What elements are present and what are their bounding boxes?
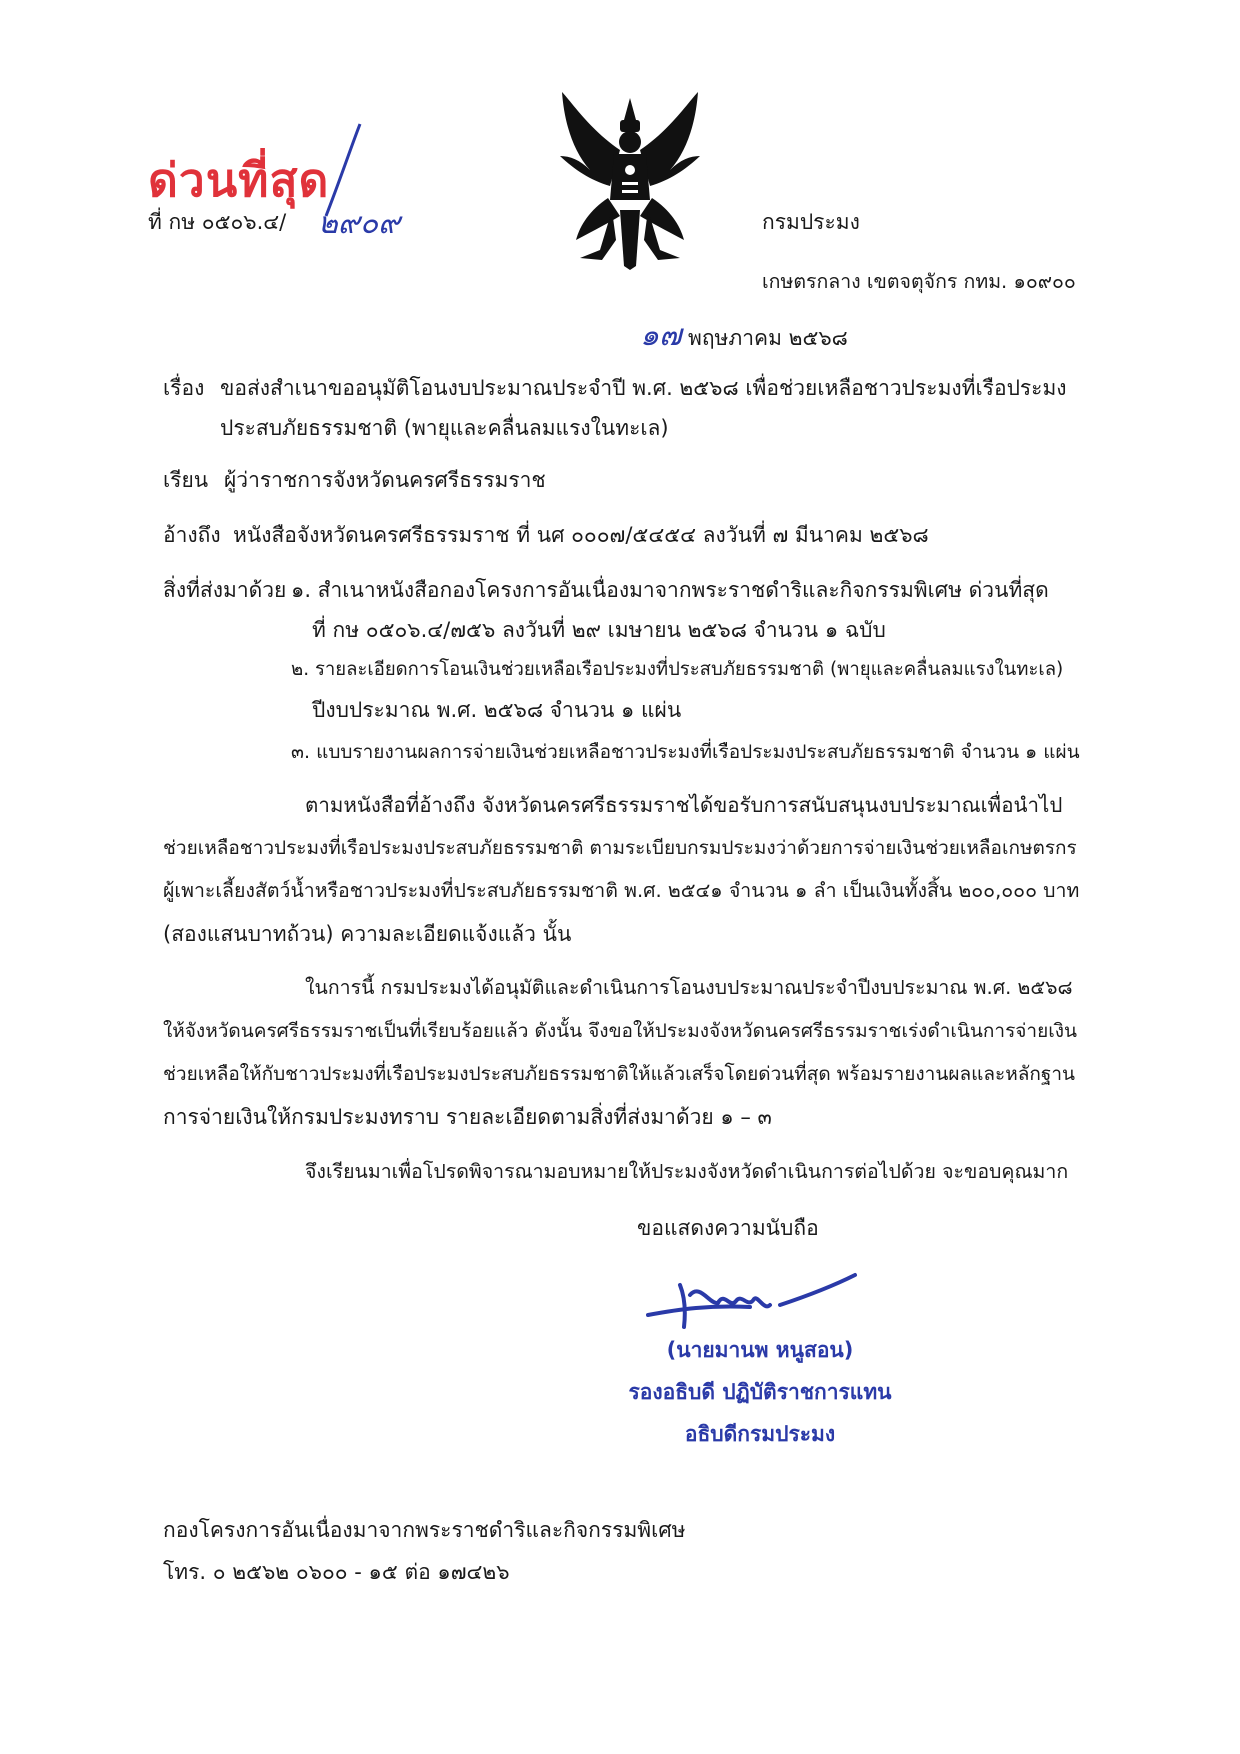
- closing-salutation: ขอแสดงความนับถือ: [637, 1216, 819, 1240]
- footer-phone: โทร. ๐ ๒๕๖๒ ๐๖๐๐ - ๑๕ ต่อ ๑๗๔๒๖: [163, 1560, 510, 1584]
- reference-number: ที่ กษ ๐๕๐๖.๔/: [148, 210, 287, 234]
- enclosure-1-line-2: ที่ กษ ๐๕๐๖.๔/๗๕๖ ลงวันที่ ๒๙ เมษายน ๒๕๖๘ จำนวน ๑ ฉบับ: [312, 618, 886, 642]
- footer-division: กองโครงการอันเนื่องมาจากพระราชดำริและกิจกรรมพิเศษ: [163, 1518, 686, 1542]
- urgency-stamp: ด่วนที่สุด: [148, 153, 330, 207]
- letter-date: พฤษภาคม ๒๕๖๘: [688, 326, 848, 350]
- signer-name: (นายมานพ หนูสอน): [666, 1338, 854, 1362]
- subject-line-2: ประสบภัยธรรมชาติ (พายุและคลื่นลมแรงในทะเล): [220, 416, 669, 440]
- handwritten-reference-number: ๒๙๐๙: [318, 206, 401, 241]
- organization-address: เกษตรกลาง เขตจตุจักร กทม. ๑๐๙๐๐: [762, 270, 1076, 293]
- enclosure-3-line-1: ๓. แบบรายงานผลการจ่ายเงินช่วยเหลือชาวประมงที่เรือประมงประสบภัยธรรมชาติ จำนวน ๑ แผ่น: [291, 741, 1080, 763]
- organization-name: กรมประมง: [762, 210, 860, 234]
- enclosure-2-line-1: ๒. รายละเอียดการโอนเงินช่วยเหลือเรือประมงที่ประสบภัยธรรมชาติ (พายุและคลื่นลมแรงในทะเล): [291, 659, 1064, 680]
- handwritten-date-day: ๑๗: [640, 318, 682, 353]
- subject-label: เรื่อง: [163, 376, 205, 400]
- enclosures-label: สิ่งที่ส่งมาด้วย: [163, 578, 287, 602]
- enclosure-1-line-1: ๑. สำเนาหนังสือกองโครงการอันเนื่องมาจากพระราชดำริและกิจกรรมพิเศษ ด่วนที่สุด: [291, 578, 1049, 602]
- paragraph-2-line-3: ช่วยเหลือให้กับชาวประมงที่เรือประมงประสบภัยธรรมชาติให้แล้วเสร็จโดยด่วนที่สุด พร้อมรายงานผลและหลักฐาน: [163, 1063, 1076, 1085]
- enclosure-2-line-2: ปีงบประมาณ พ.ศ. ๒๕๖๘ จำนวน ๑ แผ่น: [312, 698, 682, 722]
- paragraph-2-line-1: ในการนี้ กรมประมงได้อนุมัติและดำเนินการโอนงบประมาณประจำปีงบประมาณ พ.ศ. ๒๕๖๘: [305, 976, 1073, 999]
- signer-title-2: อธิบดีกรมประมง: [684, 1422, 836, 1446]
- recipient-label: เรียน: [163, 468, 209, 492]
- paragraph-3-line-1: จึงเรียนมาเพื่อโปรดพิจารณามอบหมายให้ประมงจังหวัดดำเนินการต่อไปด้วย จะขอบคุณมาก: [305, 1160, 1069, 1183]
- signer-title-1: รองอธิบดี ปฏิบัติราชการแทน: [628, 1380, 892, 1404]
- paragraph-1-line-3: ผู้เพาะเลี้ยงสัตว์น้ำหรือชาวประมงที่ประสบภัยธรรมชาติ พ.ศ. ๒๕๔๑ จำนวน ๑ ลำ เป็นเงินทั้งสิ้น ๒๐๐,๐๐๐ บาท: [163, 879, 1080, 902]
- garuda-emblem-icon: [550, 90, 710, 270]
- paragraph-2-line-4: การจ่ายเงินให้กรมประมงทราบ รายละเอียดตามสิ่งที่ส่งมาด้วย ๑ – ๓: [163, 1105, 772, 1129]
- paragraph-1-line-2: ช่วยเหลือชาวประมงที่เรือประมงประสบภัยธรรมชาติ ตามระเบียบกรมประมงว่าด้วยการจ่ายเงินช่วยเหลือเกษตรกร: [163, 837, 1077, 859]
- subject-line-1: ขอส่งสำเนาขออนุมัติโอนงบประมาณประจำปี พ.ศ. ๒๕๖๘ เพื่อช่วยเหลือชาวประมงที่เรือประมง: [220, 376, 1067, 400]
- paragraph-1-line-1: ตามหนังสือที่อ้างถึง จังหวัดนครศรีธรรมราชได้ขอรับการสนับสนุนงบประมาณเพื่อนำไป: [305, 793, 1063, 817]
- reference-label: อ้างถึง: [163, 523, 221, 547]
- recipient: ผู้ว่าราชการจังหวัดนครศรีธรรมราช: [224, 468, 546, 492]
- paragraph-1-line-4: (สองแสนบาทถ้วน) ความละเอียดแจ้งแล้ว นั้น: [163, 922, 572, 946]
- paragraph-2-line-2: ให้จังหวัดนครศรีธรรมราชเป็นที่เรียบร้อยแล้ว ดังนั้น จึงขอให้ประมงจังหวัดนครศรีธรรมราชเร่งดำเนินการจ่ายเงิน: [163, 1020, 1077, 1042]
- reference-value: หนังสือจังหวัดนครศรีธรรมราช ที่ นศ ๐๐๐๗/๕๔๕๔ ลงวันที่ ๗ มีนาคม ๒๕๖๘: [233, 523, 929, 547]
